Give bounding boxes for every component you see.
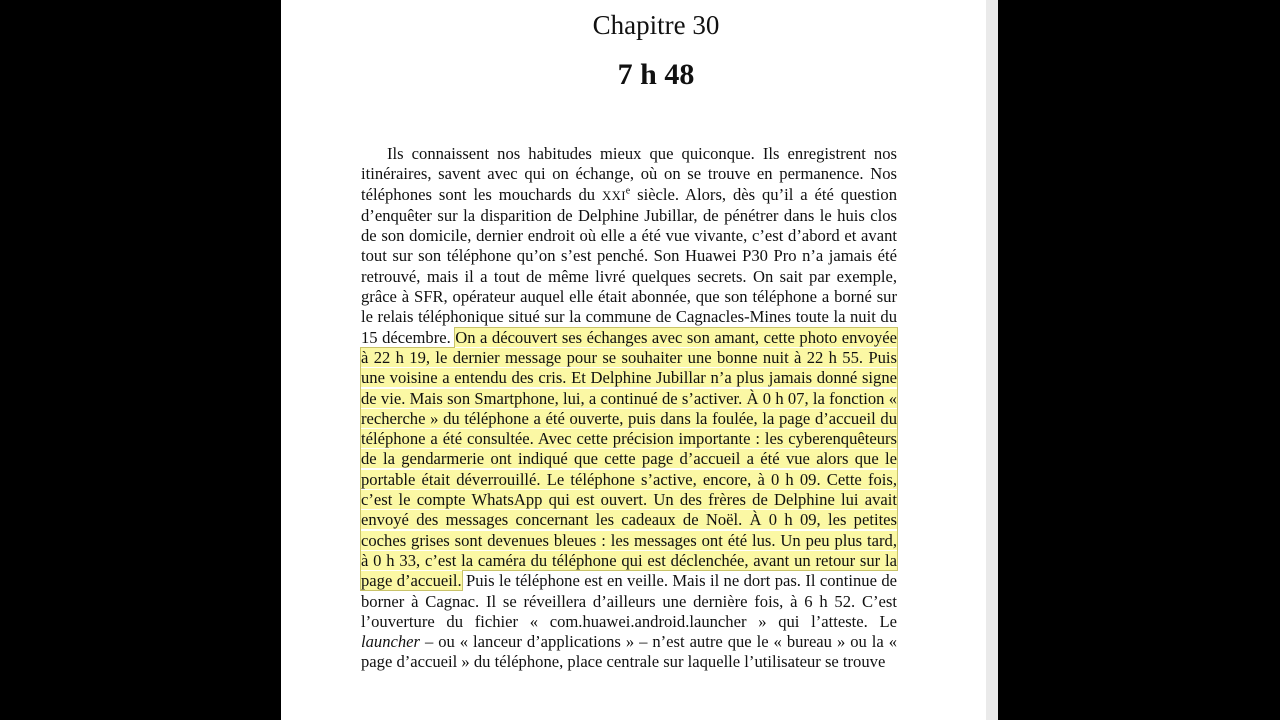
chapter-paragraph [361, 144, 897, 673]
book-page [281, 0, 986, 720]
century-suffix: e [625, 185, 631, 197]
page-scrollbar[interactable] [986, 0, 998, 720]
paragraph-text-4: – ou « lanceur d’applications » – n’est autre que le « bureau » ou la « page d’accueil » du téléphone, place centrale sur laquelle l’utilisateur se trouve [361, 632, 897, 672]
chapter-title: 7 h 48 [617, 58, 695, 91]
chapter-label: Chapitre 30 [592, 10, 720, 40]
paragraph-text-2: siècle. Alors, dès qu’il a été question d’enquêter sur la disparition de Delphine Jubillar, de pénétrer dans le huis clos de son domicile, dernier endroit où elle a été vue vivante, c’est d’abord et avant tout sur son téléphone qu’on s’est penché. Son Huawei P30 Pro n’a jamais été retrouvé, mais il a tout de même livré quelques secrets. On sait par exemple, grâce à SFR, opérateur auquel elle était abonnée, que son téléphone a borné sur le relais téléphonique situé sur la commune de Cagnacles-Mines toute la nuit du 15 décembre. [361, 184, 898, 347]
launcher-term: launcher [361, 632, 420, 652]
century-numeral: XXI [602, 187, 626, 203]
highlighted-passage[interactable]: On a découvert ses échanges avec son amant, cette photo envoyée à 22 h 19, le dernier message pour se souhaiter une bonne nuit à 22 h 55. Puis une voisine a entendu des cris. Et Delphine Jubillar n’a plus jamais donné signe de vie. Mais son Smartphone, lui, a continué de s’activer. À 0 h 07, la fonction « recherche » du téléphone a été ouverte, puis dans la foulée, la page d’accueil du téléphone a été consultée. Avec cette précision importante : les cyberenquêteurs de la gendarmerie ont indiqué que cette page d’accueil a été vue alors que le portable était déverrouillé. Le téléphone s’active, encore, à 0 h 09. Cette fois, c’est le compte WhatsApp qui est ouvert. Un des frères de Delphine lui avait envoyé des messages concernant les cadeaux de Noël. À 0 h 09, les petites coches grises sont devenues bleues : les messages ont été lus. Un peu plus tard, à 0 h 33, c’est la caméra du téléphone qui est déclenchée, avant un retour sur la page d’accueil. [361, 327, 898, 591]
paragraph-text-1: Ils connaissent nos habitudes mieux que quiconque. Ils enregistrent nos itinéraires, savent avec qui on échange, où on se trouve en permanence. Nos téléphones sont les mouchards du [361, 144, 897, 204]
paragraph-text-3: Puis le téléphone est en veille. Mais il ne dort pas. Il continue de borner à Cagnac. Il se réveillera d’ailleurs une dernière fois, à 6 h 52. C’est l’ouverture du fichier « com.huawei.android.launcher » qui l’atteste. Le [361, 571, 898, 631]
